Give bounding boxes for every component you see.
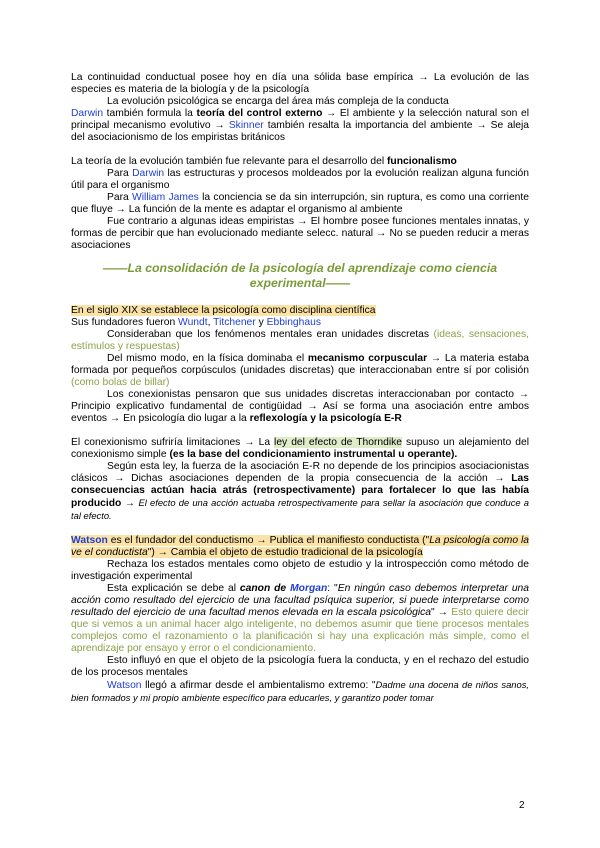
document-page bbox=[71, 72, 529, 705]
paragraph-rechaza bbox=[71, 559, 529, 583]
text: Para bbox=[107, 168, 133, 179]
text: también resalta la importancia del ambiente → Se aleja del asociacionismo de los empiristas británicos bbox=[71, 120, 529, 143]
name-ebbinghaus: Ebbinghaus bbox=[266, 317, 321, 328]
highlighted-text: ley del efecto de Thorndike bbox=[274, 437, 402, 448]
text: La evolución psicológica se encarga del área más compleja de la conducta bbox=[107, 96, 449, 107]
paragraph-canon-morgan bbox=[71, 583, 529, 655]
name-william-james: William James bbox=[132, 192, 199, 203]
green-note: (ideas, sensaciones, estímulos y respuestas) bbox=[71, 329, 529, 352]
paragraph-influence bbox=[71, 655, 529, 679]
text: Consideraban que los fenómenos mentales eran unidades discretas bbox=[107, 329, 434, 340]
name-watson: Watson bbox=[107, 680, 142, 691]
bold-term: mecanismo corpuscular bbox=[307, 353, 428, 364]
page-number: 2 bbox=[519, 800, 525, 811]
green-note: Esto quiere decir que si vemos a un animal hacer algo inteligente, no debemos asumir que tiene procesos mentales complejos como el razonamiento o la planificación si hay una explicación más simple, como el aprendizaje por ensayo y error o el condicionamiento. bbox=[71, 607, 529, 654]
text: también formula la bbox=[103, 108, 197, 119]
text: Los conexionistas pensaron que sus unidades discretas interaccionaban por contacto → Principio explicativo fundamental de contigüidad → Así se forma una asociación entre ambos eventos → En psicología dio lugar a la bbox=[71, 389, 529, 424]
paragraph-watson-quote bbox=[71, 679, 529, 705]
text: " → bbox=[431, 607, 452, 618]
name-morgan: Morgan bbox=[290, 583, 328, 594]
name-watson: Watson bbox=[71, 535, 108, 546]
paragraph-innate-functions bbox=[71, 216, 529, 252]
italic-text: El efecto de una acción actuaba retrospectivamente para sellar la asociación que conduce a tal efecto. bbox=[71, 497, 529, 521]
name-titchener: Titchener bbox=[213, 317, 256, 328]
text: la conciencia se da sin interrupción, sin ruptura, es como una corriente que fluye → La función de la mente es adaptar el organismo al ambiente bbox=[71, 192, 529, 215]
text: canon de bbox=[239, 583, 291, 594]
text: es el fundador del conductismo → Publica el manifiesto conductista (" bbox=[107, 535, 430, 546]
text: Esto influyó en que el objeto de la psicología fuera la conducta, y en el rechazo del estudio de los procesos mentales bbox=[71, 655, 529, 678]
italic-quote: En ningún caso debemos interpretar una acción como resultado del ejercicio de una facultad psíquica superior, si puede interpretarse como resultado del ejercicio de una facultad menos elevada en la escala psicológica bbox=[71, 583, 529, 618]
text: Del mismo modo, en la física dominaba el bbox=[107, 353, 308, 364]
paragraph-watson-founder bbox=[71, 535, 529, 559]
spacer bbox=[71, 144, 529, 156]
paragraph-corpuscular bbox=[71, 353, 529, 389]
text: las estructuras y procesos moldeados por la evolución realizan alguna función útil para el organismo bbox=[71, 168, 529, 191]
paragraph-darwin-structures bbox=[71, 168, 529, 192]
highlighted-text: En el siglo XIX se establece la psicología como disciplina científica bbox=[71, 305, 376, 316]
green-note: (como bolas de billar) bbox=[71, 377, 170, 388]
text: , bbox=[207, 317, 214, 328]
text: : " bbox=[327, 583, 338, 594]
name-wundt: Wundt bbox=[178, 317, 208, 328]
paragraph-continuity bbox=[71, 72, 529, 96]
text: El conexionismo sufriría limitaciones → La bbox=[71, 437, 275, 448]
italic-text: La psicología como la ve el conductista bbox=[71, 535, 529, 558]
bold-italic-term bbox=[240, 583, 327, 594]
text: Según esta ley, la fuerza de la asociación E-R no depende de los principios asociacionistas clásicos → Dichas asociaciones dependen de la propia consecuencia de la acción → bbox=[71, 461, 529, 484]
paragraph-founders bbox=[71, 317, 529, 329]
paragraph-darwin-control bbox=[71, 108, 529, 144]
text: ") → Cambia el objeto de estudio tradicional de la psicología bbox=[147, 547, 423, 558]
paragraph-evolution bbox=[71, 96, 529, 108]
text: Para bbox=[107, 192, 133, 203]
section-title: ——La consolidación de la psicología del aprendizaje como ciencia experimental—— bbox=[102, 261, 498, 290]
text: llegó a afirmar desde el ambientalismo extremo: " bbox=[141, 680, 376, 691]
text: La continuidad conductual posee hoy en día una sólida base empírica → La evolución de las especies es materia de la biología y de la psicología bbox=[71, 72, 529, 95]
paragraph-funcionalismo bbox=[71, 156, 529, 168]
bold-term: Las consecuencias actúan hacia atrás (retrospectivamente) para fortalecer lo que las había producido bbox=[71, 473, 529, 509]
text: Sus fundadores fueron bbox=[71, 317, 179, 328]
paragraph-siglo-xix bbox=[71, 305, 529, 317]
bold-term: reflexología y la psicología E-R bbox=[249, 413, 402, 424]
text: Fue contrario a algunas ideas empiristas → El hombre posee funciones mentales innatas, y formas de percibir que han evolucionado mediante selecc. natural → No se pueden reducir a meras asociaciones bbox=[71, 216, 529, 251]
name-darwin: Darwin bbox=[71, 108, 104, 119]
paragraph-discrete-units bbox=[71, 329, 529, 353]
bold-term: (es la base del condicionamiento instrumental u operante). bbox=[169, 449, 458, 460]
text: supuso un alejamiento del conexionismo simple bbox=[71, 437, 529, 460]
text: Esta explicación se debe al bbox=[107, 583, 240, 594]
paragraph-william-james bbox=[71, 192, 529, 216]
paragraph-conexionistas bbox=[71, 389, 529, 425]
spacer bbox=[71, 523, 529, 535]
paragraph-thorndike bbox=[71, 437, 529, 461]
text: → El ambiente y la selección natural son el principal mecanismo evolutivo → bbox=[71, 108, 529, 131]
text: y bbox=[255, 317, 267, 328]
italic-quote: Dadme una docena de niños sanos, bien formados y mi propio ambiente específico para educarles, y garantizo poder tomar bbox=[71, 679, 529, 703]
highlighted-paragraph bbox=[71, 535, 529, 558]
text: Rechaza los estados mentales como objeto de estudio y la introspección como método de investigación experimental bbox=[71, 559, 529, 582]
text: La teoría de la evolución también fue relevante para el desarrollo del bbox=[71, 156, 387, 167]
bold-term: teoría del control externo bbox=[196, 108, 323, 119]
spacer bbox=[71, 425, 529, 437]
text: → La materia estaba formada por pequeños corpúsculos (unidades discretas) que interaccionaban entre sí por colisión bbox=[71, 353, 529, 376]
name-skinner: Skinner bbox=[228, 120, 264, 131]
text: → bbox=[121, 498, 139, 509]
bold-term: funcionalismo bbox=[386, 156, 457, 167]
name-darwin: Darwin bbox=[132, 168, 165, 179]
paragraph-ley-efecto bbox=[71, 461, 529, 523]
